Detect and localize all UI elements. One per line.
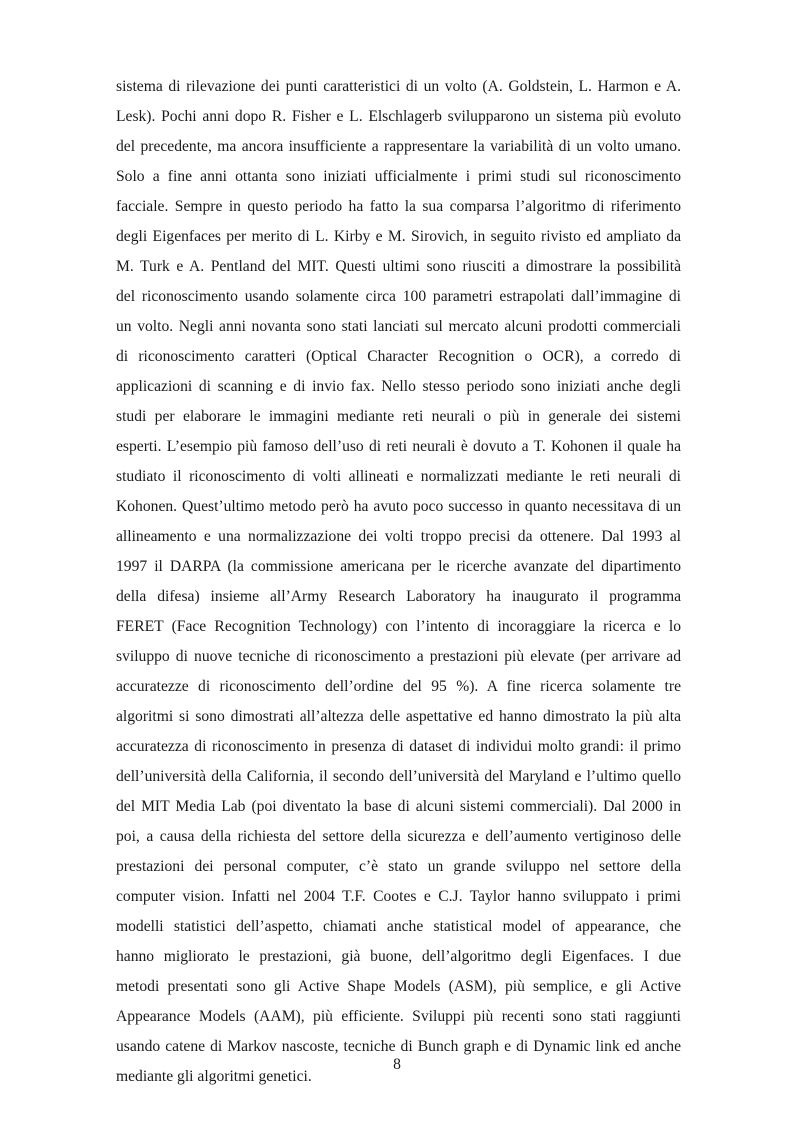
text-line: accuratezze di riconoscimento dell’ordine del 95 %). A fine ricerca solamente tre: [116, 678, 681, 695]
text-line: dell’università della California, il secondo dell’università del Maryland e l’ultimo quello: [116, 768, 681, 785]
text-line: M. Turk e A. Pentland del MIT. Questi ultimi sono riusciti a dimostrare la possibilità: [116, 258, 681, 275]
text-line: modelli statistici dell’aspetto, chiamati anche statistical model of appearance, che: [116, 918, 681, 935]
text-line: sviluppo di nuove tecniche di riconoscimento a prestazioni più elevate (per arrivare ad: [116, 648, 681, 665]
text-line: metodi presentati sono gli Active Shape Models (ASM), più semplice, e gli Active: [116, 978, 681, 995]
text-line: poi, a causa della richiesta del settore della sicurezza e dell’aumento vertiginoso delle: [116, 828, 681, 845]
text-line: computer vision. Infatti nel 2004 T.F. Cootes e C.J. Taylor hanno sviluppato i primi: [116, 888, 681, 905]
text-line: Kohonen. Quest’ultimo metodo però ha avuto poco successo in quanto necessitava di un: [116, 498, 681, 515]
text-line: usando catene di Markov nascoste, tecniche di Bunch graph e di Dynamic link ed anche: [116, 1038, 681, 1055]
text-line: mediante gli algoritmi genetici.: [116, 1068, 312, 1085]
text-line: algoritmi si sono dimostrati all’altezza delle aspettative ed hanno dimostrato la più alta: [116, 708, 681, 725]
text-line: esperti. L’esempio più famoso dell’uso di reti neurali è dovuto a T. Kohonen il quale ha: [116, 438, 681, 455]
text-line: Solo a fine anni ottanta sono iniziati ufficialmente i primi studi sul riconoscimento: [116, 168, 681, 185]
text-line: studiato il riconoscimento di volti allineati e normalizzati mediante le reti neurali di: [116, 468, 681, 485]
text-line: 1997 il DARPA (la commissione americana per le ricerche avanzate del dipartimento: [116, 558, 681, 575]
text-line: hanno migliorato le prestazioni, già buone, dell’algoritmo degli Eigenfaces. I due: [116, 948, 681, 965]
text-line: applicazioni di scanning e di invio fax. Nello stesso periodo sono iniziati anche degli: [116, 378, 681, 395]
text-line: del precedente, ma ancora insufficiente a rappresentare la variabilità di un volto umano.: [116, 138, 681, 155]
text-line: degli Eigenfaces per merito di L. Kirby e M. Sirovich, in seguito rivisto ed ampliato da: [116, 228, 681, 245]
text-line: del MIT Media Lab (poi diventato la base di alcuni sistemi commerciali). Dal 2000 in: [116, 798, 681, 815]
body-paragraph: [116, 72, 681, 1092]
text-line: facciale. Sempre in questo periodo ha fatto la sua comparsa l’algoritmo di riferimento: [116, 198, 681, 215]
text-line: Lesk). Pochi anni dopo R. Fisher e L. Elschlagerb svilupparono un sistema più evoluto: [116, 108, 681, 125]
text-line: FERET (Face Recognition Technology) con l’intento di incoraggiare la ricerca e lo: [116, 618, 681, 635]
text-line: studi per elaborare le immagini mediante reti neurali o più in generale dei sistemi: [116, 408, 681, 425]
text-line: allineamento e una normalizzazione dei volti troppo precisi da ottenere. Dal 1993 al: [116, 528, 681, 545]
text-line: della difesa) insieme all’Army Research Laboratory ha inaugurato il programma: [116, 588, 681, 605]
text-line: un volto. Negli anni novanta sono stati lanciati sul mercato alcuni prodotti commerciali: [116, 318, 681, 335]
page-number: 8: [393, 1056, 401, 1073]
text-line: Appearance Models (AAM), più efficiente. Sviluppi più recenti sono stati raggiunti: [116, 1008, 681, 1025]
text-line: prestazioni dei personal computer, c’è stato un grande sviluppo nel settore della: [116, 858, 681, 875]
text-line: del riconoscimento usando solamente circa 100 parametri estrapolati dall’immagine di: [116, 288, 681, 305]
text-line: di riconoscimento caratteri (Optical Character Recognition o OCR), a corredo di: [116, 348, 681, 365]
text-line: accuratezza di riconoscimento in presenza di dataset di individui molto grandi: il primo: [116, 738, 681, 755]
text-line: sistema di rilevazione dei punti caratteristici di un volto (A. Goldstein, L. Harmon e A.: [116, 78, 681, 95]
